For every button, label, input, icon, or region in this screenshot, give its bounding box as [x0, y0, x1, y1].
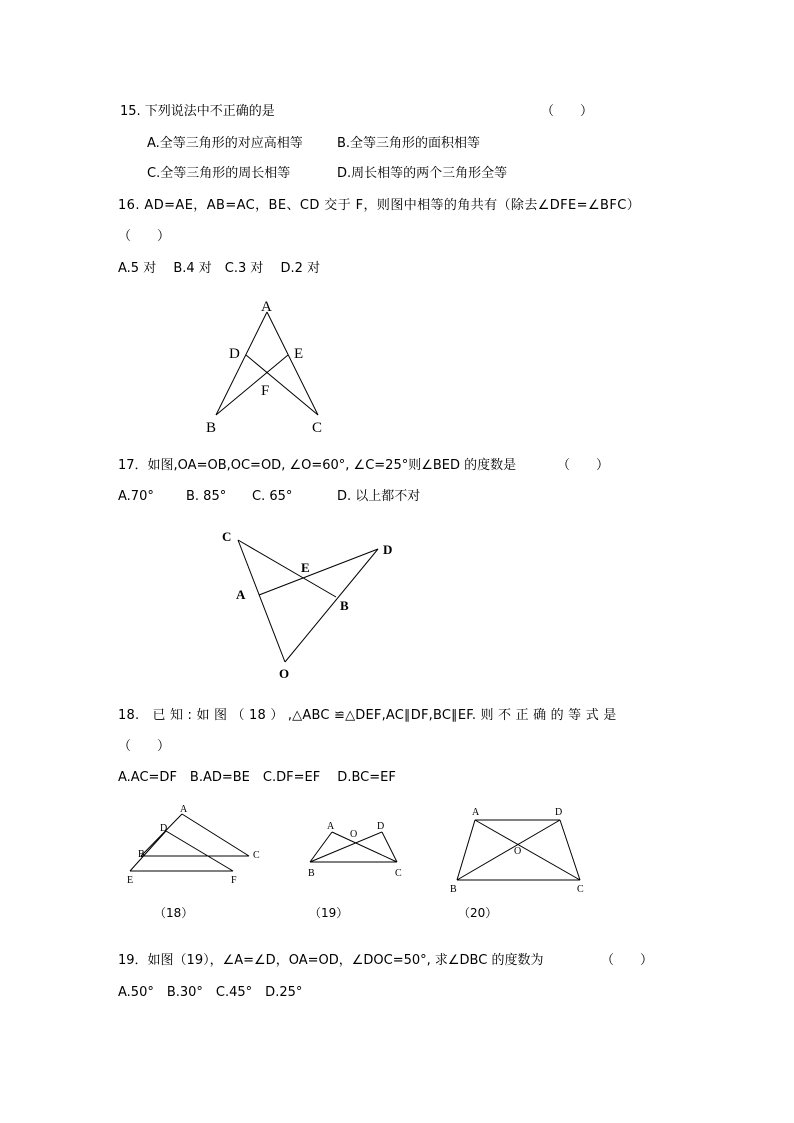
- fig18-label-f: F: [231, 875, 237, 886]
- fig19-label-b: B: [308, 868, 315, 879]
- q15-option-b: B.全等三角形的面积相等: [337, 136, 481, 151]
- q16-label-c: C: [312, 420, 323, 436]
- q15-option-c: C.全等三角形的周长相等: [147, 166, 291, 181]
- q18-stem: 18. 已 知 : 如 图 （ 18 ） ,△ABC ≌△DEF,AC∥DF,BC∥EF. 则 不 正 确 的 等 式 是: [118, 708, 617, 723]
- fig20-label-d: D: [555, 807, 563, 818]
- q17-label-b: B: [340, 598, 349, 613]
- q16-figure: [200, 295, 340, 440]
- q16-options: A.5 对 B.4 对 C.3 对 D.2 对: [118, 261, 321, 276]
- figure-18-caption: （18）: [154, 906, 194, 920]
- figure-20: [445, 800, 595, 895]
- q17-option-c: C. 65°: [252, 489, 293, 504]
- q18-answer-paren: （ ）: [118, 739, 171, 754]
- fig18-label-d: D: [160, 823, 168, 834]
- q16-answer-paren: （ ）: [118, 229, 171, 244]
- fig20-label-c: C: [577, 884, 584, 895]
- q16-label-d: D: [229, 346, 240, 362]
- q17-option-d: D. 以上都不对: [337, 489, 421, 504]
- q16-label-a: A: [261, 299, 272, 315]
- fig19-label-a: A: [327, 821, 335, 832]
- fig20-label-o: O: [514, 846, 522, 857]
- fig18-label-c: C: [253, 850, 260, 861]
- figure-20-svg: [445, 800, 595, 895]
- fig20-label-a: A: [472, 807, 480, 818]
- figure-19-svg: [300, 810, 410, 880]
- figure-18: [120, 798, 270, 893]
- q15-option-a: A.全等三角形的对应高相等: [147, 136, 303, 151]
- q16-label-b: B: [206, 420, 217, 436]
- fig18-label-b: B: [138, 849, 145, 860]
- q16-label-e: E: [294, 346, 304, 362]
- q15-option-d: D.周长相等的两个三角形全等: [337, 166, 508, 181]
- fig19-label-d: D: [377, 821, 385, 832]
- q15-answer-paren: （ ）: [541, 104, 594, 119]
- q17-answer-paren: （ ）: [557, 458, 610, 473]
- fig19-label-c: C: [395, 868, 402, 879]
- q15-stem: 15. 下列说法中不正确的是: [120, 104, 275, 119]
- figure-18-svg: [120, 798, 270, 893]
- q18-options: A.AC=DF B.AD=BE C.DF=EF D.BC=EF: [118, 770, 396, 785]
- q19-stem: 19．如图（19），∠A=∠D，OA=OD，∠DOC=50°, 求∠DBC 的度数为: [118, 953, 544, 968]
- q19-answer-paren: （ ）: [601, 953, 654, 968]
- q17-stem: 17．如图,OA=OB,OC=OD, ∠O=60°, ∠C=25°则∠BED 的度数是: [118, 458, 517, 473]
- q17-figure-svg: [215, 525, 405, 685]
- fig20-label-b: B: [450, 884, 457, 895]
- q19-options: A.50° B.30° C.45° D.25°: [118, 985, 303, 1000]
- figure-20-caption: （20）: [458, 906, 498, 920]
- figure-19-caption: （19）: [309, 906, 349, 920]
- q17-option-b: B. 85°: [186, 489, 227, 504]
- q17-label-d: D: [383, 542, 393, 557]
- fig19-label-o: O: [350, 829, 358, 840]
- q17-label-c: C: [222, 529, 232, 544]
- fig18-label-e: E: [127, 875, 134, 886]
- q16-figure-svg: [200, 295, 340, 440]
- q17-label-e: E: [301, 560, 310, 575]
- q17-label-a: A: [236, 587, 246, 602]
- q16-stem: 16. AD=AE，AB=AC，BE、CD 交于 F，则图中相等的角共有（除去∠DFE=∠BFC）: [118, 198, 641, 213]
- figure-19: [300, 810, 410, 880]
- q17-figure: [215, 525, 405, 685]
- q16-label-f: F: [261, 383, 270, 399]
- q17-option-a: A.70°: [118, 489, 154, 504]
- q17-label-o: O: [279, 666, 290, 681]
- fig18-label-a: A: [180, 804, 188, 815]
